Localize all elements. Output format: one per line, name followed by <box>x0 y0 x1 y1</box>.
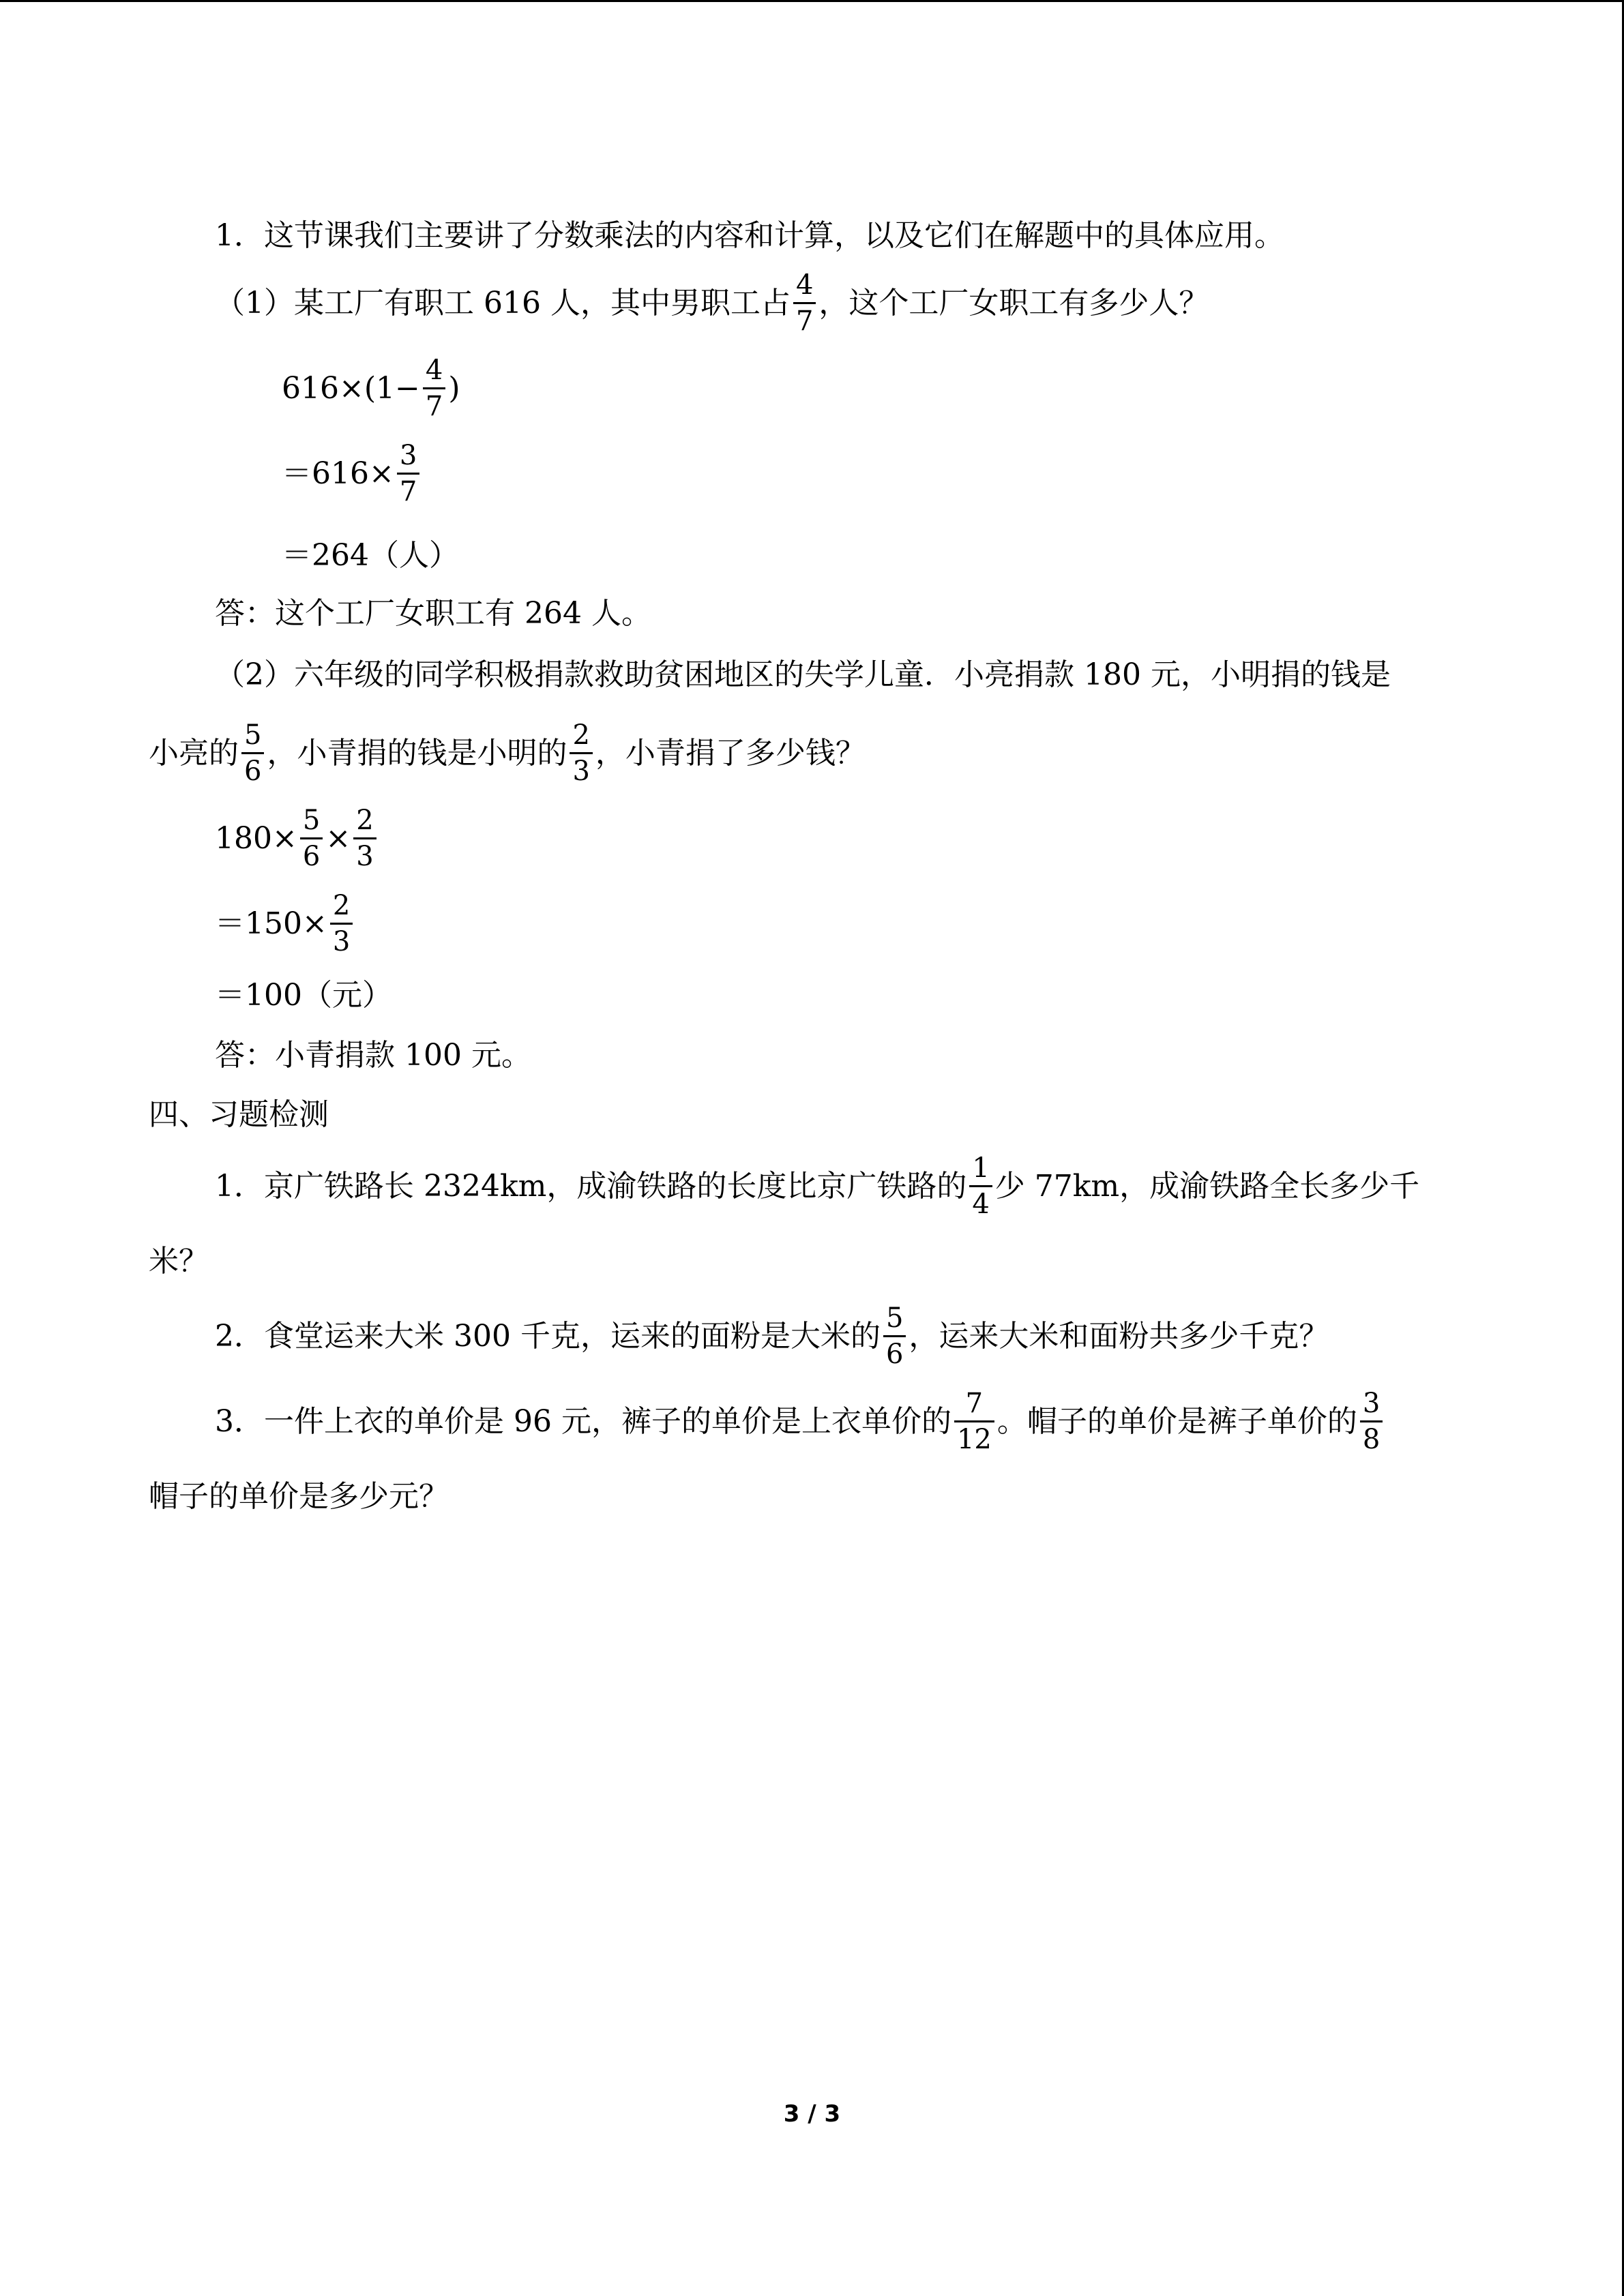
fraction: $\frac{2}{3}$ <box>570 719 592 787</box>
problem-3-line-2: 帽子的单价是多少元？ <box>149 1479 449 1514</box>
fraction: $\frac{1}{4}$ <box>969 1152 992 1220</box>
problem-1-line-2: 米？ <box>149 1244 209 1279</box>
fraction: $\frac{3}{8}$ <box>1360 1388 1383 1455</box>
example-2-step-1: 180× $\frac{5}{6}$ × $\frac{2}{3}$ <box>215 805 379 872</box>
fraction: $\frac{2}{3}$ <box>330 890 353 957</box>
fraction: $\frac{5}{6}$ <box>300 805 323 872</box>
example-2-step-3: ＝100（元） <box>215 978 392 1013</box>
fraction: $\frac{4}{7}$ <box>793 269 816 337</box>
page-number: 3 / 3 <box>783 2100 841 2128</box>
summary-intro: 1．这节课我们主要讲了分数乘法的内容和计算，以及它们在解题中的具体应用。 <box>215 218 1284 253</box>
fraction: $\frac{2}{3}$ <box>353 805 376 872</box>
example-2-question-line-1: （2）六年级的同学积极捐款救助贫困地区的失学儿童．小亮捐款 180 元，小明捐的钱是 <box>215 657 1391 692</box>
example-1-answer: 答：这个工厂女职工有 264 人。 <box>215 596 651 631</box>
problem-1-line-1: 1．京广铁路长 2324km，成渝铁路的长度比京广铁路的 $\frac{1}{4}$ 少 77km，成渝铁路全长多少千 <box>215 1152 1420 1220</box>
section-heading: 四、习题检测 <box>149 1097 329 1132</box>
example-2-question-line-2: 小亮的 $\frac{5}{6}$ ，小青捐的钱是小明的 $\frac{2}{3}$ ，小青捐了多少钱？ <box>149 719 866 787</box>
example-1-question: （1）某工厂有职工 616 人，其中男职工占 $\frac{4}{7}$ ，这个工厂女职工有多少人？ <box>215 269 1209 337</box>
example-1-step-2: ＝616× $\frac{3}{7}$ <box>282 440 422 507</box>
fraction: $\frac{7}{12}$ <box>954 1388 994 1455</box>
example-2-step-2: ＝150× $\frac{2}{3}$ <box>215 890 355 957</box>
fraction: $\frac{5}{6}$ <box>241 719 264 787</box>
problem-3-line-1: 3．一件上衣的单价是 96 元，裤子的单价是上衣单价的 $\frac{7}{12}$ 。帽子的单价是裤子单价的 $\frac{3}{8}$ <box>215 1388 1385 1455</box>
example-1-step-3: ＝264（人） <box>282 538 459 573</box>
fraction: $\frac{5}{6}$ <box>883 1302 906 1370</box>
example-2-answer: 答：小青捐款 100 元。 <box>215 1038 531 1073</box>
fraction: $\frac{4}{7}$ <box>423 355 445 422</box>
example-1-step-1: 616×(1− $\frac{4}{7}$ ) <box>282 355 460 422</box>
problem-2: 2．食堂运来大米 300 千克，运来的面粉是大米的 $\frac{5}{6}$ ，运来大米和面粉共多少千克？ <box>215 1302 1329 1370</box>
fraction: $\frac{3}{7}$ <box>397 440 419 507</box>
